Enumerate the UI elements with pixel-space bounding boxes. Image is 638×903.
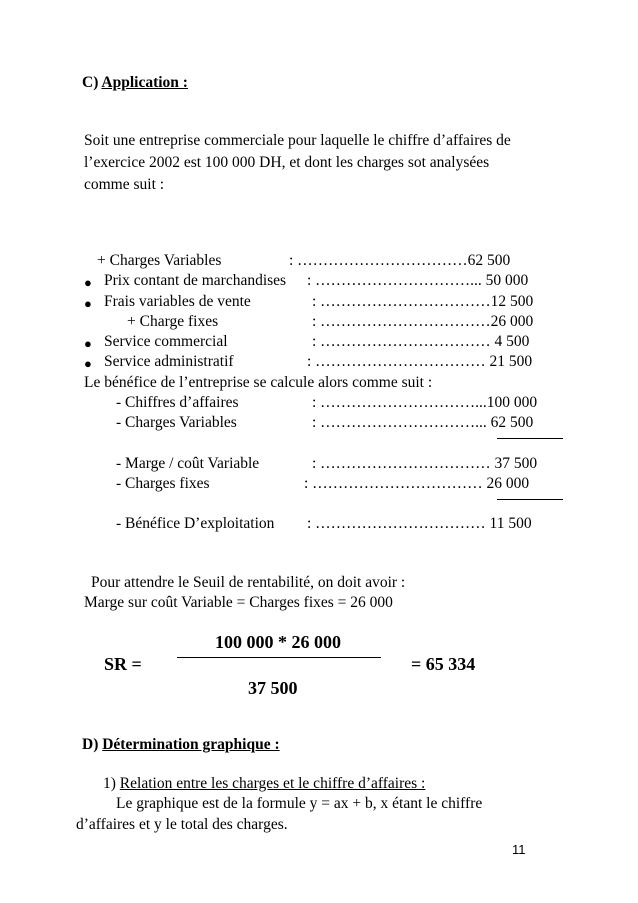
benefice-row-value: : …………………………… 26 000 xyxy=(304,475,530,492)
charge-item-label: Service commercial xyxy=(104,333,228,350)
charges-variables-value: : ……………………………62 500 xyxy=(289,252,511,269)
fraction-bar xyxy=(177,657,381,658)
benefice-row-label: - Chiffres d’affaires xyxy=(116,394,239,411)
charge-item-value: : …………………………… 4 500 xyxy=(312,333,530,350)
relation-line-1: Le graphique est de la formule y = ax + b, x étant le chiffre xyxy=(116,795,483,812)
charge-item-label: Prix contant de marchandises xyxy=(104,272,287,289)
section-d-title: Détermination graphique : xyxy=(102,736,280,753)
benefice-row-label: - Marge / coût Variable xyxy=(116,455,260,472)
seuil-line-1: Pour attendre le Seuil de rentabilité, on doit avoir : xyxy=(91,574,406,591)
benefice-row-value: : …………………………... 62 500 xyxy=(312,414,534,431)
relation-heading xyxy=(103,776,425,792)
charge-item-label: Service administratif xyxy=(104,353,234,370)
benefice-row-label: - Bénéfice D’exploitation xyxy=(116,515,275,532)
relation-title: Relation entre les charges et le chiffre d’affaires : xyxy=(119,775,426,792)
benefice-row-value: : …………………………...100 000 xyxy=(312,394,538,411)
bullet-icon: ● xyxy=(84,296,92,311)
formula-denominator: 37 500 xyxy=(248,678,298,698)
intro-line-1: Soit une entreprise commerciale pour laquelle le chiffre d’affaires de xyxy=(84,132,511,149)
section-d-prefix: D) xyxy=(82,736,99,753)
section-d-heading xyxy=(82,737,280,753)
section-c-heading xyxy=(82,75,188,91)
charges-variables-label: + Charges Variables xyxy=(97,252,222,269)
benefice-row-label: - Charges fixes xyxy=(116,475,210,492)
bullet-icon: ● xyxy=(84,356,92,371)
subtotal-rule xyxy=(497,438,563,439)
section-c-title: Application : xyxy=(101,74,188,91)
relation-line-2: d’affaires et y le total des charges. xyxy=(76,816,288,833)
intro-line-2: l’exercice 2002 est 100 000 DH, et dont les charges sot analysées xyxy=(84,154,490,171)
seuil-line-2: Marge sur coût Variable = Charges fixes = 26 000 xyxy=(84,594,393,611)
formula-numerator: 100 000 * 26 000 xyxy=(215,632,341,652)
charge-item-value: : ……………………………12 500 xyxy=(312,293,534,310)
formula-lhs: SR = xyxy=(104,654,142,674)
benefice-intro: Le bénéfice de l’entreprise se calcule alors comme suit : xyxy=(84,374,433,391)
page-number: 11 xyxy=(512,842,526,857)
intro-line-3: comme suit : xyxy=(84,176,165,193)
subtotal-rule xyxy=(497,499,563,500)
section-c-prefix: C) xyxy=(82,74,99,91)
charge-item-value: : ……………………………26 000 xyxy=(312,313,534,330)
charge-item-value: : …………………………... 50 000 xyxy=(307,272,529,289)
benefice-row-value: : …………………………… 11 500 xyxy=(307,515,532,532)
bullet-icon: ● xyxy=(84,275,92,290)
charge-item-value: : …………………………… 21 500 xyxy=(307,353,533,370)
bullet-icon: ● xyxy=(84,336,92,351)
charge-item-label: Frais variables de vente xyxy=(104,293,251,310)
benefice-row-value: : …………………………… 37 500 xyxy=(312,455,538,472)
relation-number: 1) xyxy=(103,775,116,792)
benefice-row-label: - Charges Variables xyxy=(116,414,237,431)
formula-result: = 65 334 xyxy=(411,654,476,674)
charge-item-label: + Charge fixes xyxy=(127,313,219,330)
